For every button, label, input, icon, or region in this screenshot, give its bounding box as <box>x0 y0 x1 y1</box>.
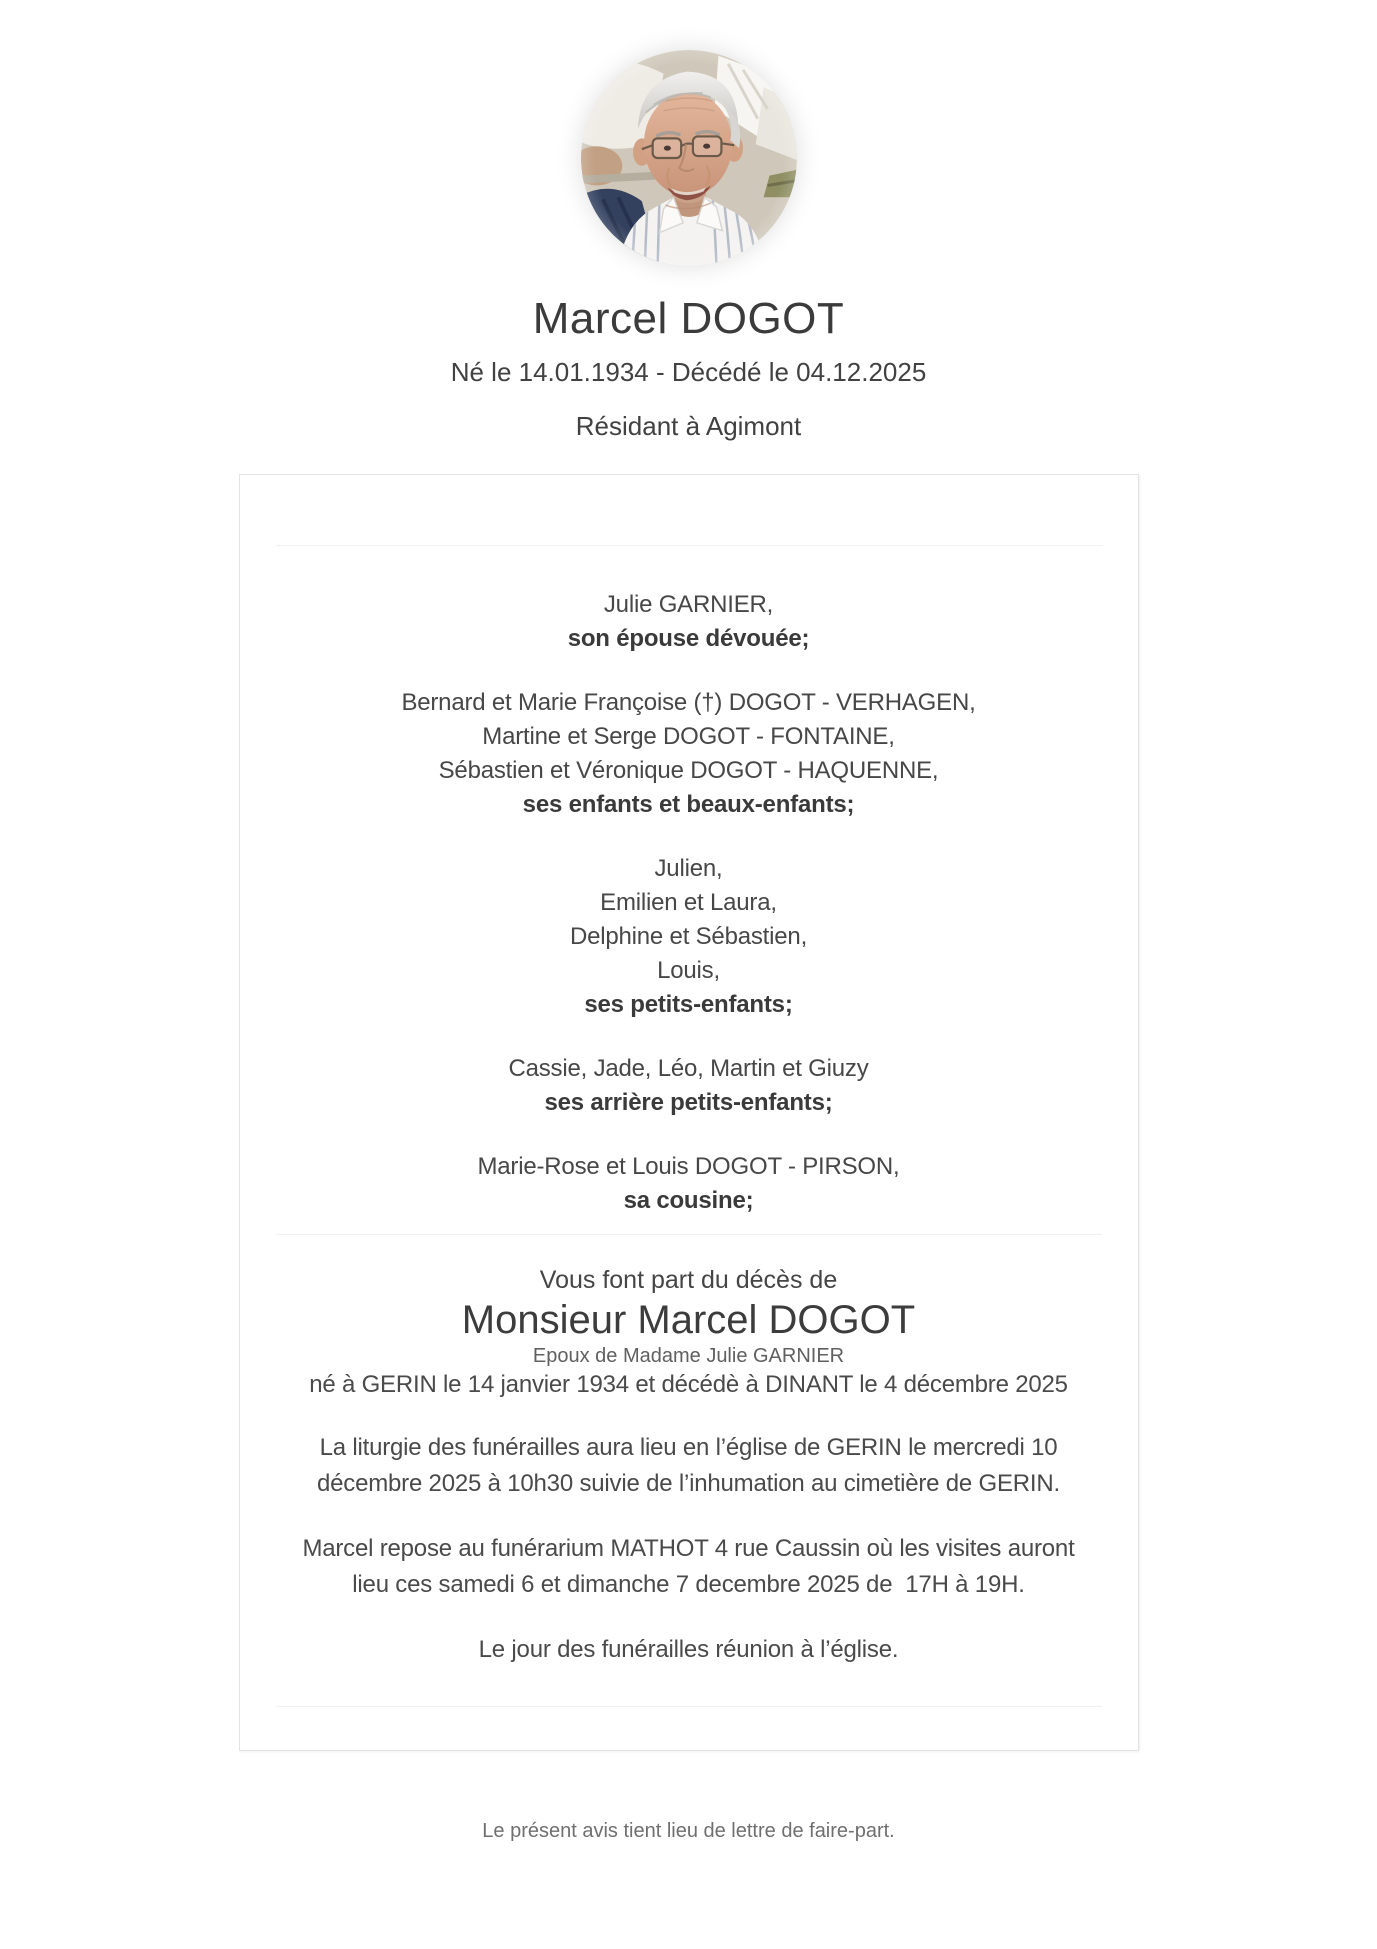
family-member-line: Julien, <box>654 855 723 882</box>
family-group <box>240 852 1138 1022</box>
announcement-paragraph <box>240 1430 1138 1502</box>
family-group <box>240 588 1138 656</box>
family-member-line: Bernard et Marie Françoise (†) DOGOT - VERHAGEN, <box>401 689 976 716</box>
family-role-line: ses enfants et beaux-enfants; <box>522 791 855 818</box>
deceased-name: Monsieur Marcel DOGOT <box>461 1298 916 1342</box>
family-member-line: Martine et Serge DOGOT - FONTAINE, <box>482 723 895 750</box>
family-member-line: Marie-Rose et Louis DOGOT - PIRSON, <box>477 1153 900 1180</box>
birth-death-line: né à GERIN le 14 janvier 1934 et décédè à DINANT le 4 décembre 2025 <box>309 1371 1068 1398</box>
spouse-line: Epoux de Madame Julie GARNIER <box>532 1345 845 1367</box>
family-member-line: Louis, <box>657 957 720 984</box>
announcement-paragraph-line: Le jour des funérailles réunion à l’église. <box>478 1636 899 1663</box>
page-title: Marcel DOGOT <box>532 294 845 343</box>
announcement-paragraph <box>240 1531 1138 1603</box>
residence-line: Résidant à Agimont <box>575 411 802 441</box>
family-member-line: Emilien et Laura, <box>600 889 777 916</box>
family-member-line: Julie GARNIER, <box>603 591 774 618</box>
card-divider-bottom <box>276 1706 1102 1707</box>
death-notice-card <box>239 474 1139 1751</box>
announcement-paragraph-line: décembre 2025 à 10h30 suivie de l’inhumation au cimetière de GERIN. <box>316 1470 1061 1497</box>
portrait-section <box>0 0 1377 266</box>
family-group <box>240 686 1138 822</box>
family-member-line: Delphine et Sébastien, <box>569 923 808 950</box>
announcement-section <box>240 1235 1138 1668</box>
footer-note: Le présent avis tient lieu de lettre de faire-part. <box>482 1820 895 1842</box>
portrait-photo <box>581 50 797 266</box>
family-member-line: Sébastien et Véronique DOGOT - HAQUENNE, <box>438 757 939 784</box>
family-role-line: sa cousine; <box>623 1187 754 1214</box>
announcement-paragraph-line: Marcel repose au funérarium MATHOT 4 rue Caussin où les visites auront <box>302 1535 1075 1562</box>
family-groups <box>240 546 1138 1218</box>
life-dates: Né le 14.01.1934 - Décédé le 04.12.2025 <box>450 357 927 387</box>
family-role-line: ses petits-enfants; <box>584 991 793 1018</box>
family-member-line: Cassie, Jade, Léo, Martin et Giuzy <box>508 1055 869 1082</box>
announcement-paragraph <box>240 1632 1138 1668</box>
announcement-intro: Vous font part du décès de <box>539 1266 838 1294</box>
announcement-paragraph-line: lieu ces samedi 6 et dimanche 7 decembre 2025 de 17H à 19H. <box>352 1571 1025 1598</box>
announcement-paragraphs <box>240 1430 1138 1668</box>
family-role-line: ses arrière petits-enfants; <box>544 1089 833 1116</box>
portrait-illustration <box>581 50 797 266</box>
announcement-paragraph-line: La liturgie des funérailles aura lieu en l’église de GERIN le mercredi 10 <box>319 1434 1058 1461</box>
family-role-line: son épouse dévouée; <box>567 625 810 652</box>
family-group <box>240 1052 1138 1120</box>
family-group <box>240 1150 1138 1218</box>
